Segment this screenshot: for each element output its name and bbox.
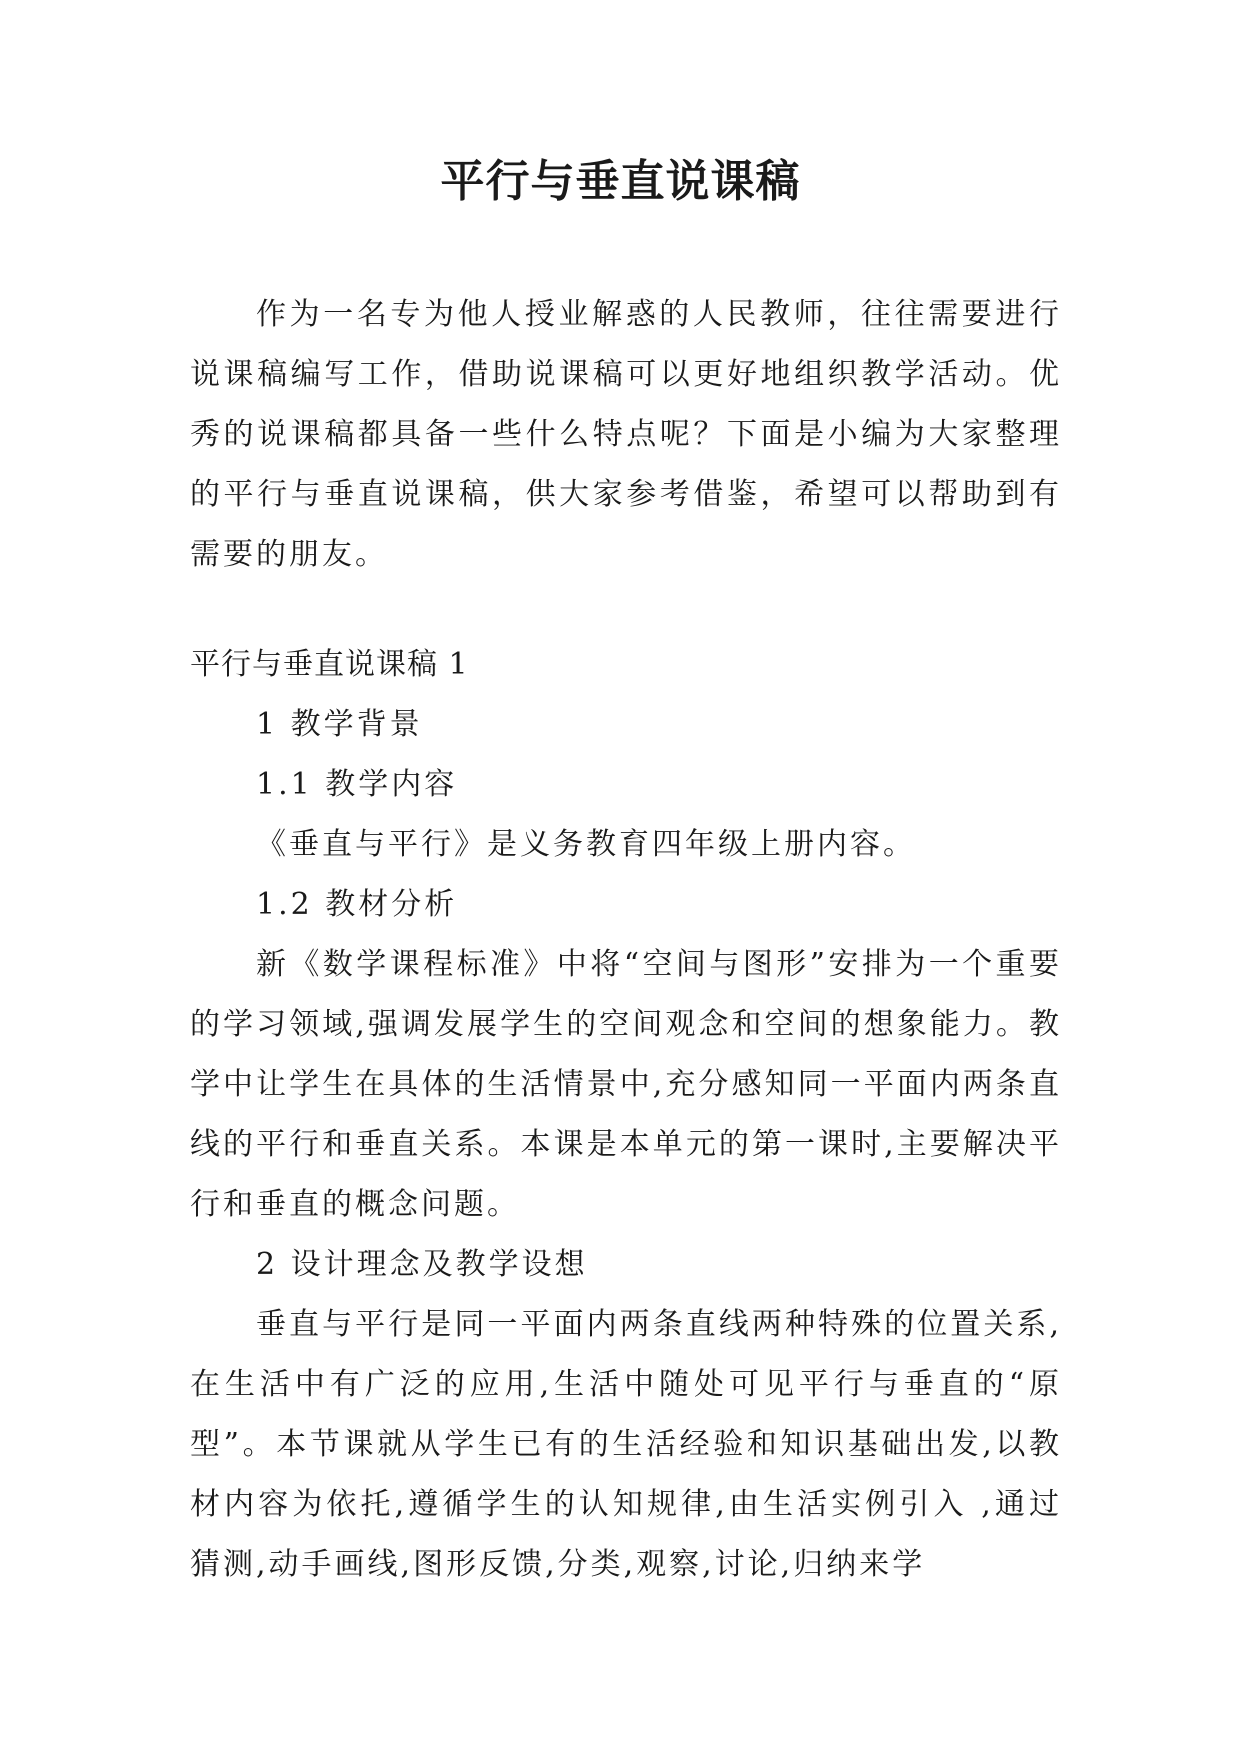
intro-paragraph: 作为一名专为他人授业解惑的人民教师，往往需要进行说课稿编写工作，借助说课稿可以更好地组织教学活动。优秀的说课稿都具备一些什么特点呢？下面是小编为大家整理的平行与垂直说课稿，供大家参考借鉴，希望可以帮助到有需要的朋友。 [190, 297, 1062, 572]
heading-teaching-background: 1 教学背景 [256, 707, 423, 742]
heading-teaching-content: 1.1 教学内容 [256, 767, 458, 802]
paragraph-teaching-content: 《垂直与平行》是义务教育四年级上册内容。 [256, 827, 916, 862]
document-title: 平行与垂直说课稿 [440, 156, 801, 207]
section-heading-1: 平行与垂直说课稿 1 [190, 647, 469, 682]
heading-textbook-analysis: 1.2 教材分析 [256, 887, 458, 922]
heading-design-concept: 2 设计理念及教学设想 [256, 1247, 588, 1282]
intro-section [190, 285, 1062, 585]
paragraph-design-concept: 垂直与平行是同一平面内两条直线两种特殊的位置关系,在生活中有广泛的应用,生活中随处可见平行与垂直的“原型”。本节课就从学生已有的生活经验和知识基础出发,以教材内容为依托,遵循学生的认知规律,由生活实例引入 ,通过猜测,动手画线,图形反馈,分类,观察,讨论,归纳来学 [190, 1307, 1062, 1582]
document-body [190, 285, 1062, 1595]
paragraph-textbook-analysis: 新《数学课程标准》中将“空间与图形”安排为一个重要的学习领域,强调发展学生的空间观念和空间的想象能力。教学中让学生在具体的生活情景中,充分感知同一平面内两条直线的平行和垂直关系。本课是本单元的第一课时,主要解决平行和垂直的概念问题。 [190, 947, 1062, 1222]
